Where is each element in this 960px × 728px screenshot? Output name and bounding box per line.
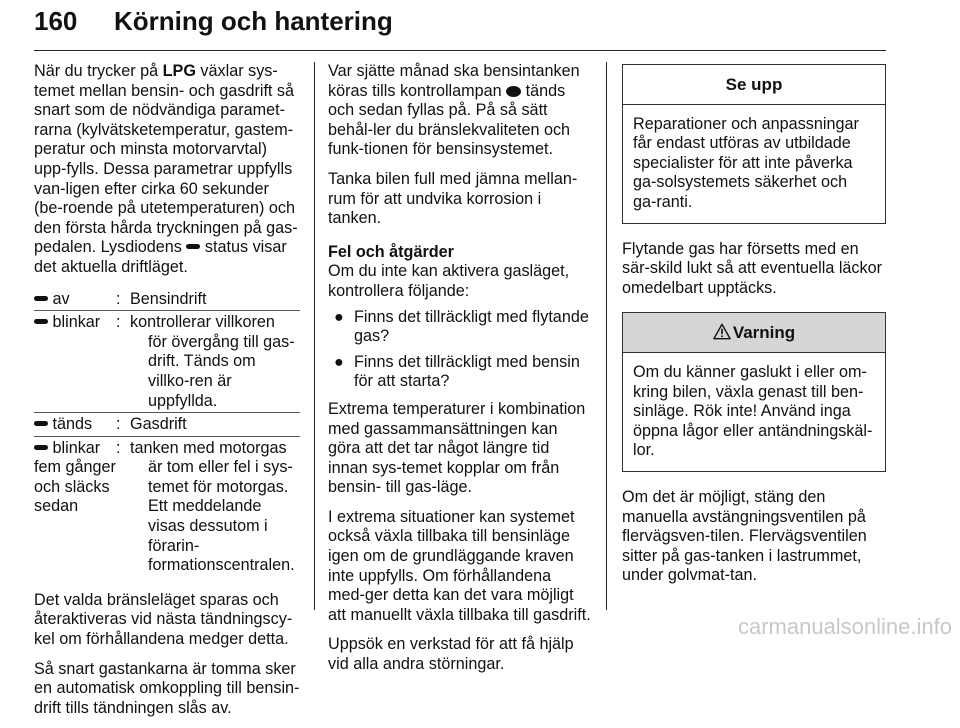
corrosion-paragraph: Tanka bilen full med jämna mellan-rum för att undvika korrosion i tanken. — [328, 169, 578, 228]
bullet-icon: ● — [334, 352, 344, 371]
page-header — [34, 6, 886, 52]
warning-header — [623, 313, 885, 353]
bullet-icon: ● — [334, 307, 344, 326]
header-divider — [34, 50, 886, 51]
faults-intro: Om du inte kan aktivera gasläget, kontrollera följande: — [328, 262, 570, 300]
led-indicator-icon — [34, 296, 48, 301]
caution-title: Se upp — [623, 65, 885, 105]
lpg-button-label: LPG — [162, 62, 196, 80]
led-indicator-icon — [34, 445, 48, 450]
intro-paragraph: När du trycker på LPG växlar sys-temet mellan bensin- och gasdrift så snart som de nödvändiga paramet-rarna (kylvätsketemperatur, gastem-peratur och minsta motorvarvtal) upp-fylls. Dessa parametrar uppfylls van-ligen efter cirka 60 sekunder (be-roende på utetemperaturen) och den första hårda tryckningen på gas-pedalen. Lysdiodens status visar det aktuella driftläget. — [34, 62, 298, 276]
led-indicator-icon — [186, 244, 200, 249]
chapter-title: Körning och hantering — [114, 6, 393, 36]
warning-text: Om du känner gaslukt i eller om-kring bilen, växla genast till ben-sinläge. Rök inte! Använd inga öppna lågor eller antändningskäl-lor. — [633, 362, 873, 460]
table-row: blinkar fem gånger och släcks sedan : tanken med motorgas är tom eller fel i sys-temet för motorgas. Ett meddelande visas dessutom i förarin-formationscentralen. — [34, 436, 300, 577]
led-indicator-icon — [34, 421, 48, 426]
table-row: tänds : Gasdrift — [34, 412, 300, 436]
warning-box — [622, 312, 886, 472]
column-middle — [328, 62, 592, 685]
page-number: 160 — [34, 6, 78, 36]
gas-odour-paragraph: Flytande gas har försetts med en sär-skild lukt så att eventuella läckor omedelbart upptäcks. — [622, 239, 883, 297]
led-status-table — [34, 288, 300, 577]
tank-empty-paragraph: Så snart gastankarna är tomma sker en automatisk omkoppling till bensin-drift tills tändningen slås av. — [34, 659, 300, 717]
caution-text: Reparationer och anpassningar får endast utföras av utbildade specialister för att inte påverka ga-solsystemets säkerhet och ga-ranti. — [633, 114, 859, 211]
extreme-situations-paragraph: I extrema situationer kan systemet också växla tillbaka till bensinläge igen om de grundläggande kraven inte uppfylls. Om förhållandena med-ger detta kan det vara möjligt att manuellt växla tillbaka till gasdrift. — [328, 507, 591, 624]
warning-triangle-icon — [713, 323, 731, 340]
column-right — [622, 62, 886, 596]
watermark: carmanualsonline.info — [737, 614, 952, 639]
column-divider — [314, 62, 315, 610]
workshop-paragraph: Uppsök en verkstad för att få hjälp vid alla andra störningar. — [328, 635, 574, 674]
caution-box — [622, 64, 886, 224]
shutoff-valve-paragraph: Om det är möjligt, stäng den manuella avstängningsventilen på flervägsven-tilen. Flervägsventilen sitter på gas-tanken i lastrummet, under golvmat-tan. — [622, 487, 867, 585]
tank-maintenance-paragraph: Var sjätte månad ska bensintanken köras tills kontrollampan tänds och sedan fyllas på. På så sätt behål-ler du bränslekvaliteten och funk-tionen för bensinsystemet. — [328, 62, 580, 159]
fuel-mode-saved-paragraph: Det valda bränsleläget sparas och återaktiveras vid nästa tändningscy-kel om förhållandena medger detta. — [34, 590, 293, 649]
column-divider — [606, 62, 607, 610]
table-row: blinkar : kontrollerar villkoren för övergång till gas-drift. Tänds om villko-ren är uppfyllda. — [34, 310, 300, 412]
faults-heading: Fel och åtgärder — [328, 242, 454, 261]
warning-title: Varning — [732, 323, 796, 343]
list-item: ● Finns det tillräckligt med flytande gas? — [334, 307, 589, 346]
extreme-temperature-paragraph: Extrema temperaturer i kombination med gassammansättningen kan göra att det tar något längre tid innan sys-temet kopplar om från bensin- till gas-läge. — [328, 399, 586, 497]
table-row: av : Bensindrift — [34, 288, 300, 311]
list-item: ● Finns det tillräckligt med bensin för att starta? — [334, 352, 580, 391]
column-left — [34, 62, 300, 728]
control-lamp-icon — [506, 86, 521, 97]
led-indicator-icon — [34, 319, 48, 324]
check-list — [328, 308, 592, 392]
